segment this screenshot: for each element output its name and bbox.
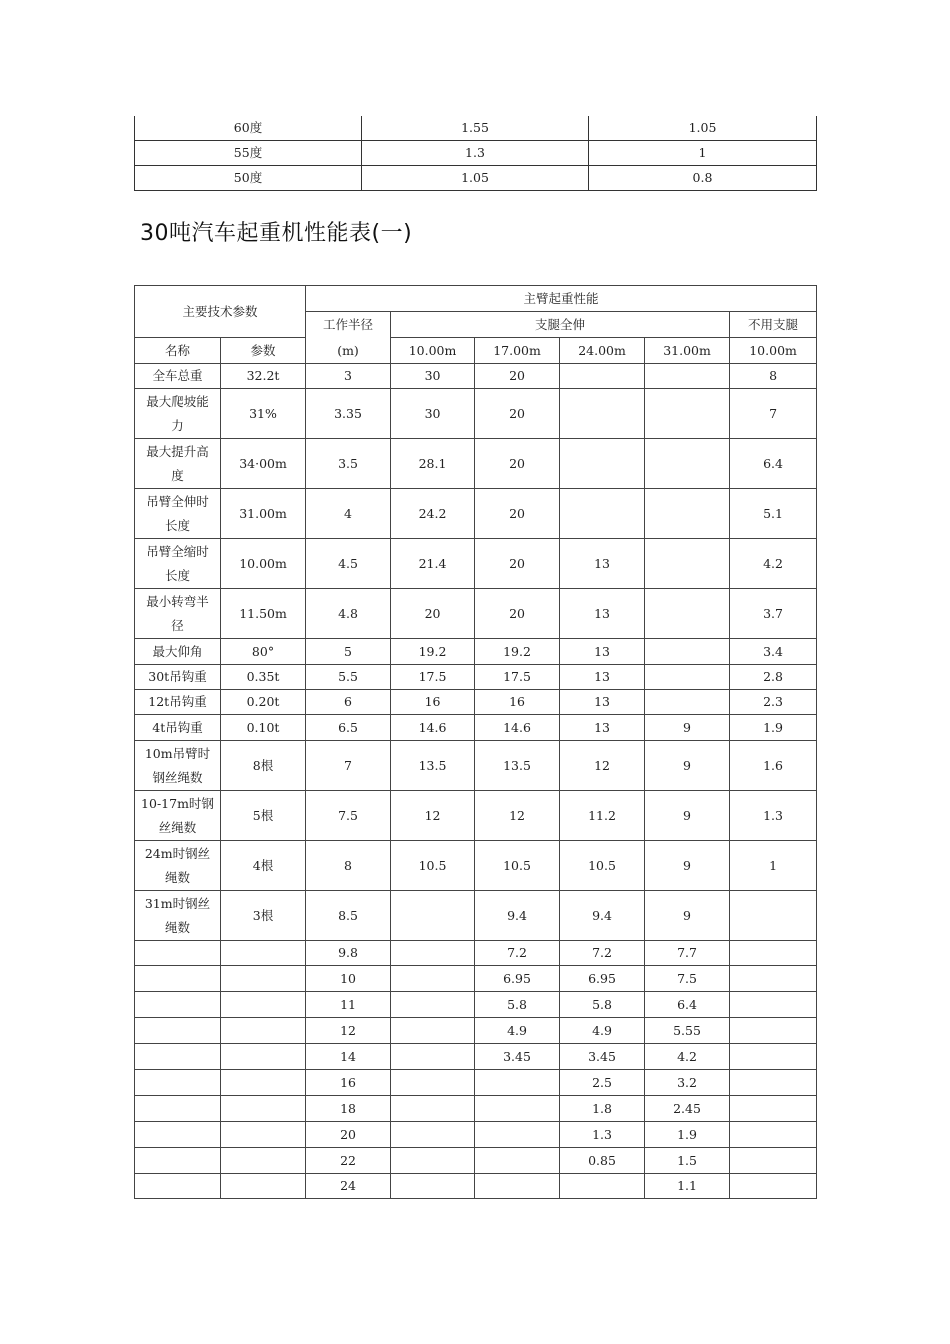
table-row	[135, 639, 817, 665]
capacity-cell: 6.5	[306, 715, 391, 741]
capacity-cell: 3.35	[306, 389, 391, 439]
outriggers-extended-header: 支腿全伸	[391, 312, 730, 338]
param-value-cell	[221, 1174, 306, 1199]
capacity-cell	[475, 1096, 560, 1122]
param-name-cell: 全车总重	[135, 364, 221, 389]
capacity-cell: 20	[475, 589, 560, 639]
capacity-cell	[391, 1174, 475, 1199]
capacity-cell: 9.8	[306, 941, 391, 966]
capacity-cell: 3.45	[560, 1044, 645, 1070]
param-name-cell: 最大提升高度	[135, 439, 221, 489]
param-value-cell: 31%	[221, 389, 306, 439]
param-value-cell: 4根	[221, 841, 306, 891]
param-value-cell	[221, 1148, 306, 1174]
capacity-cell: 7.5	[645, 966, 730, 992]
capacity-cell	[730, 1096, 817, 1122]
capacity-cell: 5.1	[730, 489, 817, 539]
capacity-cell: 1.1	[645, 1174, 730, 1199]
capacity-cell: 13	[560, 589, 645, 639]
param-name-cell: 10-17m时钢丝绳数	[135, 791, 221, 841]
capacity-cell	[645, 639, 730, 665]
capacity-cell: 3.2	[645, 1070, 730, 1096]
capacity-cell: 6.95	[475, 966, 560, 992]
capacity-cell: 4.9	[475, 1018, 560, 1044]
capacity-cell: 12	[560, 741, 645, 791]
param-name-cell	[135, 1018, 221, 1044]
param-name-cell: 最大爬坡能力	[135, 389, 221, 439]
capacity-cell	[645, 690, 730, 715]
capacity-cell: 3.45	[475, 1044, 560, 1070]
param-value-cell: 0.20t	[221, 690, 306, 715]
capacity-cell: 3	[306, 364, 391, 389]
capacity-cell: 9.4	[475, 891, 560, 941]
capacity-cell	[391, 1096, 475, 1122]
angle-table-cell: 1	[589, 141, 817, 166]
param-value-cell	[221, 1044, 306, 1070]
table-row	[135, 389, 817, 439]
capacity-cell: 9	[645, 741, 730, 791]
table-row	[135, 1044, 817, 1070]
capacity-cell	[391, 966, 475, 992]
capacity-cell: 5.8	[560, 992, 645, 1018]
capacity-cell: 9	[645, 841, 730, 891]
capacity-cell: 4.2	[645, 1044, 730, 1070]
table-row	[135, 891, 817, 941]
capacity-cell: 16	[475, 690, 560, 715]
capacity-cell: 17.5	[475, 665, 560, 690]
capacity-cell: 24	[306, 1174, 391, 1199]
param-name-cell	[135, 966, 221, 992]
boom-length-header: 31.00m	[645, 338, 730, 364]
capacity-cell	[560, 439, 645, 489]
param-name-cell: 4t吊钩重	[135, 715, 221, 741]
param-name-cell	[135, 1148, 221, 1174]
working-radius-header	[306, 312, 391, 364]
table-row	[135, 1122, 817, 1148]
param-name-cell	[135, 1096, 221, 1122]
capacity-cell	[475, 1070, 560, 1096]
capacity-cell: 13	[560, 715, 645, 741]
table-row	[135, 690, 817, 715]
table-row	[135, 715, 817, 741]
capacity-cell: 6	[306, 690, 391, 715]
table-row	[135, 1070, 817, 1096]
angle-table-cell: 55度	[135, 141, 362, 166]
capacity-cell: 10	[306, 966, 391, 992]
capacity-cell	[391, 941, 475, 966]
capacity-cell	[730, 966, 817, 992]
angle-table-cell: 1.3	[362, 141, 589, 166]
capacity-cell: 9.4	[560, 891, 645, 941]
capacity-cell: 1.9	[730, 715, 817, 741]
capacity-cell	[391, 891, 475, 941]
capacity-cell: 18	[306, 1096, 391, 1122]
capacity-cell: 3.7	[730, 589, 817, 639]
capacity-cell: 10.5	[560, 841, 645, 891]
capacity-cell: 9	[645, 715, 730, 741]
capacity-cell: 4.5	[306, 539, 391, 589]
param-value-cell	[221, 941, 306, 966]
capacity-cell	[730, 1044, 817, 1070]
capacity-cell: 3.5	[306, 439, 391, 489]
capacity-cell: 0.85	[560, 1148, 645, 1174]
capacity-cell	[730, 891, 817, 941]
table-row	[135, 966, 817, 992]
capacity-cell: 8	[730, 364, 817, 389]
capacity-cell: 4.9	[560, 1018, 645, 1044]
page-title: 30吨汽车起重机性能表(一)	[140, 221, 413, 246]
param-value-cell: 32.2t	[221, 364, 306, 389]
param-name-cell	[135, 992, 221, 1018]
capacity-cell: 20	[306, 1122, 391, 1148]
main-boom-header: 主臂起重性能	[306, 286, 817, 312]
table-row	[135, 589, 817, 639]
capacity-cell: 17.5	[391, 665, 475, 690]
capacity-cell: 11	[306, 992, 391, 1018]
capacity-cell: 2.8	[730, 665, 817, 690]
capacity-cell	[475, 1122, 560, 1148]
table-row	[135, 941, 817, 966]
table-row	[135, 992, 817, 1018]
capacity-cell: 1.6	[730, 741, 817, 791]
param-header: 参数	[221, 338, 306, 364]
capacity-cell: 6.95	[560, 966, 645, 992]
capacity-cell: 1.3	[560, 1122, 645, 1148]
capacity-cell	[560, 389, 645, 439]
capacity-cell: 28.1	[391, 439, 475, 489]
capacity-cell: 13	[560, 665, 645, 690]
capacity-cell: 5.5	[306, 665, 391, 690]
capacity-cell: 11.2	[560, 791, 645, 841]
angle-table-row	[135, 166, 817, 191]
angle-table-cell: 60度	[135, 116, 362, 141]
table-row	[135, 439, 817, 489]
capacity-cell: 13	[560, 690, 645, 715]
angle-table	[134, 116, 817, 191]
capacity-cell: 14	[306, 1044, 391, 1070]
capacity-cell: 5.8	[475, 992, 560, 1018]
capacity-cell: 2.3	[730, 690, 817, 715]
capacity-cell: 7.5	[306, 791, 391, 841]
capacity-cell	[391, 1018, 475, 1044]
capacity-cell	[730, 1148, 817, 1174]
param-value-cell: 0.10t	[221, 715, 306, 741]
capacity-cell: 4.8	[306, 589, 391, 639]
capacity-cell	[560, 364, 645, 389]
boom-length-header: 17.00m	[475, 338, 560, 364]
capacity-cell	[730, 992, 817, 1018]
param-value-cell	[221, 992, 306, 1018]
capacity-cell: 3.4	[730, 639, 817, 665]
capacity-cell	[560, 1174, 645, 1199]
angle-table-row	[135, 141, 817, 166]
capacity-cell	[391, 1148, 475, 1174]
table-row	[135, 489, 817, 539]
capacity-cell	[645, 364, 730, 389]
capacity-cell	[391, 992, 475, 1018]
capacity-cell: 5	[306, 639, 391, 665]
capacity-cell	[475, 1148, 560, 1174]
capacity-cell: 1.8	[560, 1096, 645, 1122]
table-row	[135, 741, 817, 791]
param-value-cell	[221, 1018, 306, 1044]
capacity-cell: 1.3	[730, 791, 817, 841]
param-value-cell	[221, 1070, 306, 1096]
capacity-cell: 5.55	[645, 1018, 730, 1044]
capacity-cell: 10.5	[391, 841, 475, 891]
capacity-cell: 20	[475, 539, 560, 589]
param-value-cell: 34·00m	[221, 439, 306, 489]
boom-length-header: 24.00m	[560, 338, 645, 364]
crane-performance-table	[134, 285, 817, 1199]
capacity-cell: 7.2	[475, 941, 560, 966]
param-name-cell: 30t吊钩重	[135, 665, 221, 690]
capacity-cell: 2.45	[645, 1096, 730, 1122]
capacity-cell	[391, 1044, 475, 1070]
angle-table-cell: 1.05	[589, 116, 817, 141]
table-row	[135, 665, 817, 690]
capacity-cell	[645, 665, 730, 690]
table-row	[135, 1148, 817, 1174]
capacity-cell	[645, 439, 730, 489]
capacity-cell: 7	[306, 741, 391, 791]
param-value-cell	[221, 1096, 306, 1122]
no-outriggers-header: 不用支腿	[730, 312, 817, 338]
name-header: 名称	[135, 338, 221, 364]
capacity-cell: 30	[391, 364, 475, 389]
param-name-cell: 24m时钢丝绳数	[135, 841, 221, 891]
param-value-cell	[221, 1122, 306, 1148]
param-name-cell	[135, 1122, 221, 1148]
param-value-cell: 5根	[221, 791, 306, 841]
capacity-cell: 20	[475, 389, 560, 439]
capacity-cell	[645, 489, 730, 539]
capacity-cell: 4	[306, 489, 391, 539]
capacity-cell: 7.2	[560, 941, 645, 966]
param-value-cell: 8根	[221, 741, 306, 791]
capacity-cell	[730, 1122, 817, 1148]
capacity-cell	[391, 1122, 475, 1148]
capacity-cell: 1.5	[645, 1148, 730, 1174]
param-name-cell: 31m时钢丝绳数	[135, 891, 221, 941]
capacity-cell: 30	[391, 389, 475, 439]
param-value-cell: 3根	[221, 891, 306, 941]
table-row	[135, 1018, 817, 1044]
capacity-cell: 16	[391, 690, 475, 715]
capacity-cell: 19.2	[475, 639, 560, 665]
radius-unit-label: (m)	[337, 342, 359, 358]
capacity-cell: 1	[730, 841, 817, 891]
capacity-cell	[645, 389, 730, 439]
param-name-cell: 吊臂全缩时长度	[135, 539, 221, 589]
param-name-cell: 最大仰角	[135, 639, 221, 665]
capacity-cell	[391, 1070, 475, 1096]
no-outrigger-length-header: 10.00m	[730, 338, 817, 364]
capacity-cell	[730, 1174, 817, 1199]
angle-table-cell: 1.05	[362, 166, 589, 191]
capacity-cell: 13.5	[391, 741, 475, 791]
param-value-cell: 11.50m	[221, 589, 306, 639]
param-value-cell: 10.00m	[221, 539, 306, 589]
capacity-cell: 22	[306, 1148, 391, 1174]
table-row	[135, 539, 817, 589]
capacity-cell	[560, 489, 645, 539]
param-name-cell	[135, 1044, 221, 1070]
capacity-cell: 6.4	[645, 992, 730, 1018]
capacity-cell: 12	[475, 791, 560, 841]
main-params-header: 主要技术参数	[135, 286, 306, 338]
capacity-cell: 13	[560, 539, 645, 589]
capacity-cell: 14.6	[475, 715, 560, 741]
capacity-cell: 7	[730, 389, 817, 439]
capacity-cell	[730, 1070, 817, 1096]
capacity-cell: 10.5	[475, 841, 560, 891]
param-name-cell: 12t吊钩重	[135, 690, 221, 715]
param-value-cell	[221, 966, 306, 992]
capacity-cell: 20	[475, 489, 560, 539]
angle-table-cell: 50度	[135, 166, 362, 191]
table-row	[135, 791, 817, 841]
capacity-cell: 2.5	[560, 1070, 645, 1096]
capacity-cell: 20	[475, 364, 560, 389]
capacity-cell: 12	[391, 791, 475, 841]
table-row	[135, 841, 817, 891]
param-value-cell: 31.00m	[221, 489, 306, 539]
capacity-cell: 16	[306, 1070, 391, 1096]
param-name-cell	[135, 1070, 221, 1096]
param-value-cell: 80°	[221, 639, 306, 665]
capacity-cell: 9	[645, 791, 730, 841]
capacity-cell: 6.4	[730, 439, 817, 489]
table-row	[135, 1174, 817, 1199]
capacity-cell: 20	[391, 589, 475, 639]
capacity-cell: 12	[306, 1018, 391, 1044]
capacity-cell	[645, 589, 730, 639]
param-name-cell: 10m吊臂时钢丝绳数	[135, 741, 221, 791]
capacity-cell: 7.7	[645, 941, 730, 966]
capacity-cell: 8.5	[306, 891, 391, 941]
capacity-cell: 20	[475, 439, 560, 489]
param-name-cell: 吊臂全伸时长度	[135, 489, 221, 539]
param-name-cell: 最小转弯半径	[135, 589, 221, 639]
capacity-cell	[730, 941, 817, 966]
capacity-cell: 4.2	[730, 539, 817, 589]
capacity-cell: 19.2	[391, 639, 475, 665]
param-value-cell: 0.35t	[221, 665, 306, 690]
boom-length-header: 10.00m	[391, 338, 475, 364]
capacity-cell: 9	[645, 891, 730, 941]
param-name-cell	[135, 941, 221, 966]
capacity-cell: 1.9	[645, 1122, 730, 1148]
capacity-cell	[730, 1018, 817, 1044]
table-row	[135, 1096, 817, 1122]
angle-table-cell: 0.8	[589, 166, 817, 191]
capacity-cell: 13	[560, 639, 645, 665]
working-radius-label: 工作半径	[323, 316, 374, 332]
capacity-cell	[645, 539, 730, 589]
angle-table-cell: 1.55	[362, 116, 589, 141]
capacity-cell	[475, 1174, 560, 1199]
param-name-cell	[135, 1174, 221, 1199]
capacity-cell: 13.5	[475, 741, 560, 791]
capacity-cell: 21.4	[391, 539, 475, 589]
capacity-cell: 14.6	[391, 715, 475, 741]
capacity-cell: 24.2	[391, 489, 475, 539]
table-row	[135, 364, 817, 389]
capacity-cell: 8	[306, 841, 391, 891]
angle-table-row	[135, 116, 817, 141]
